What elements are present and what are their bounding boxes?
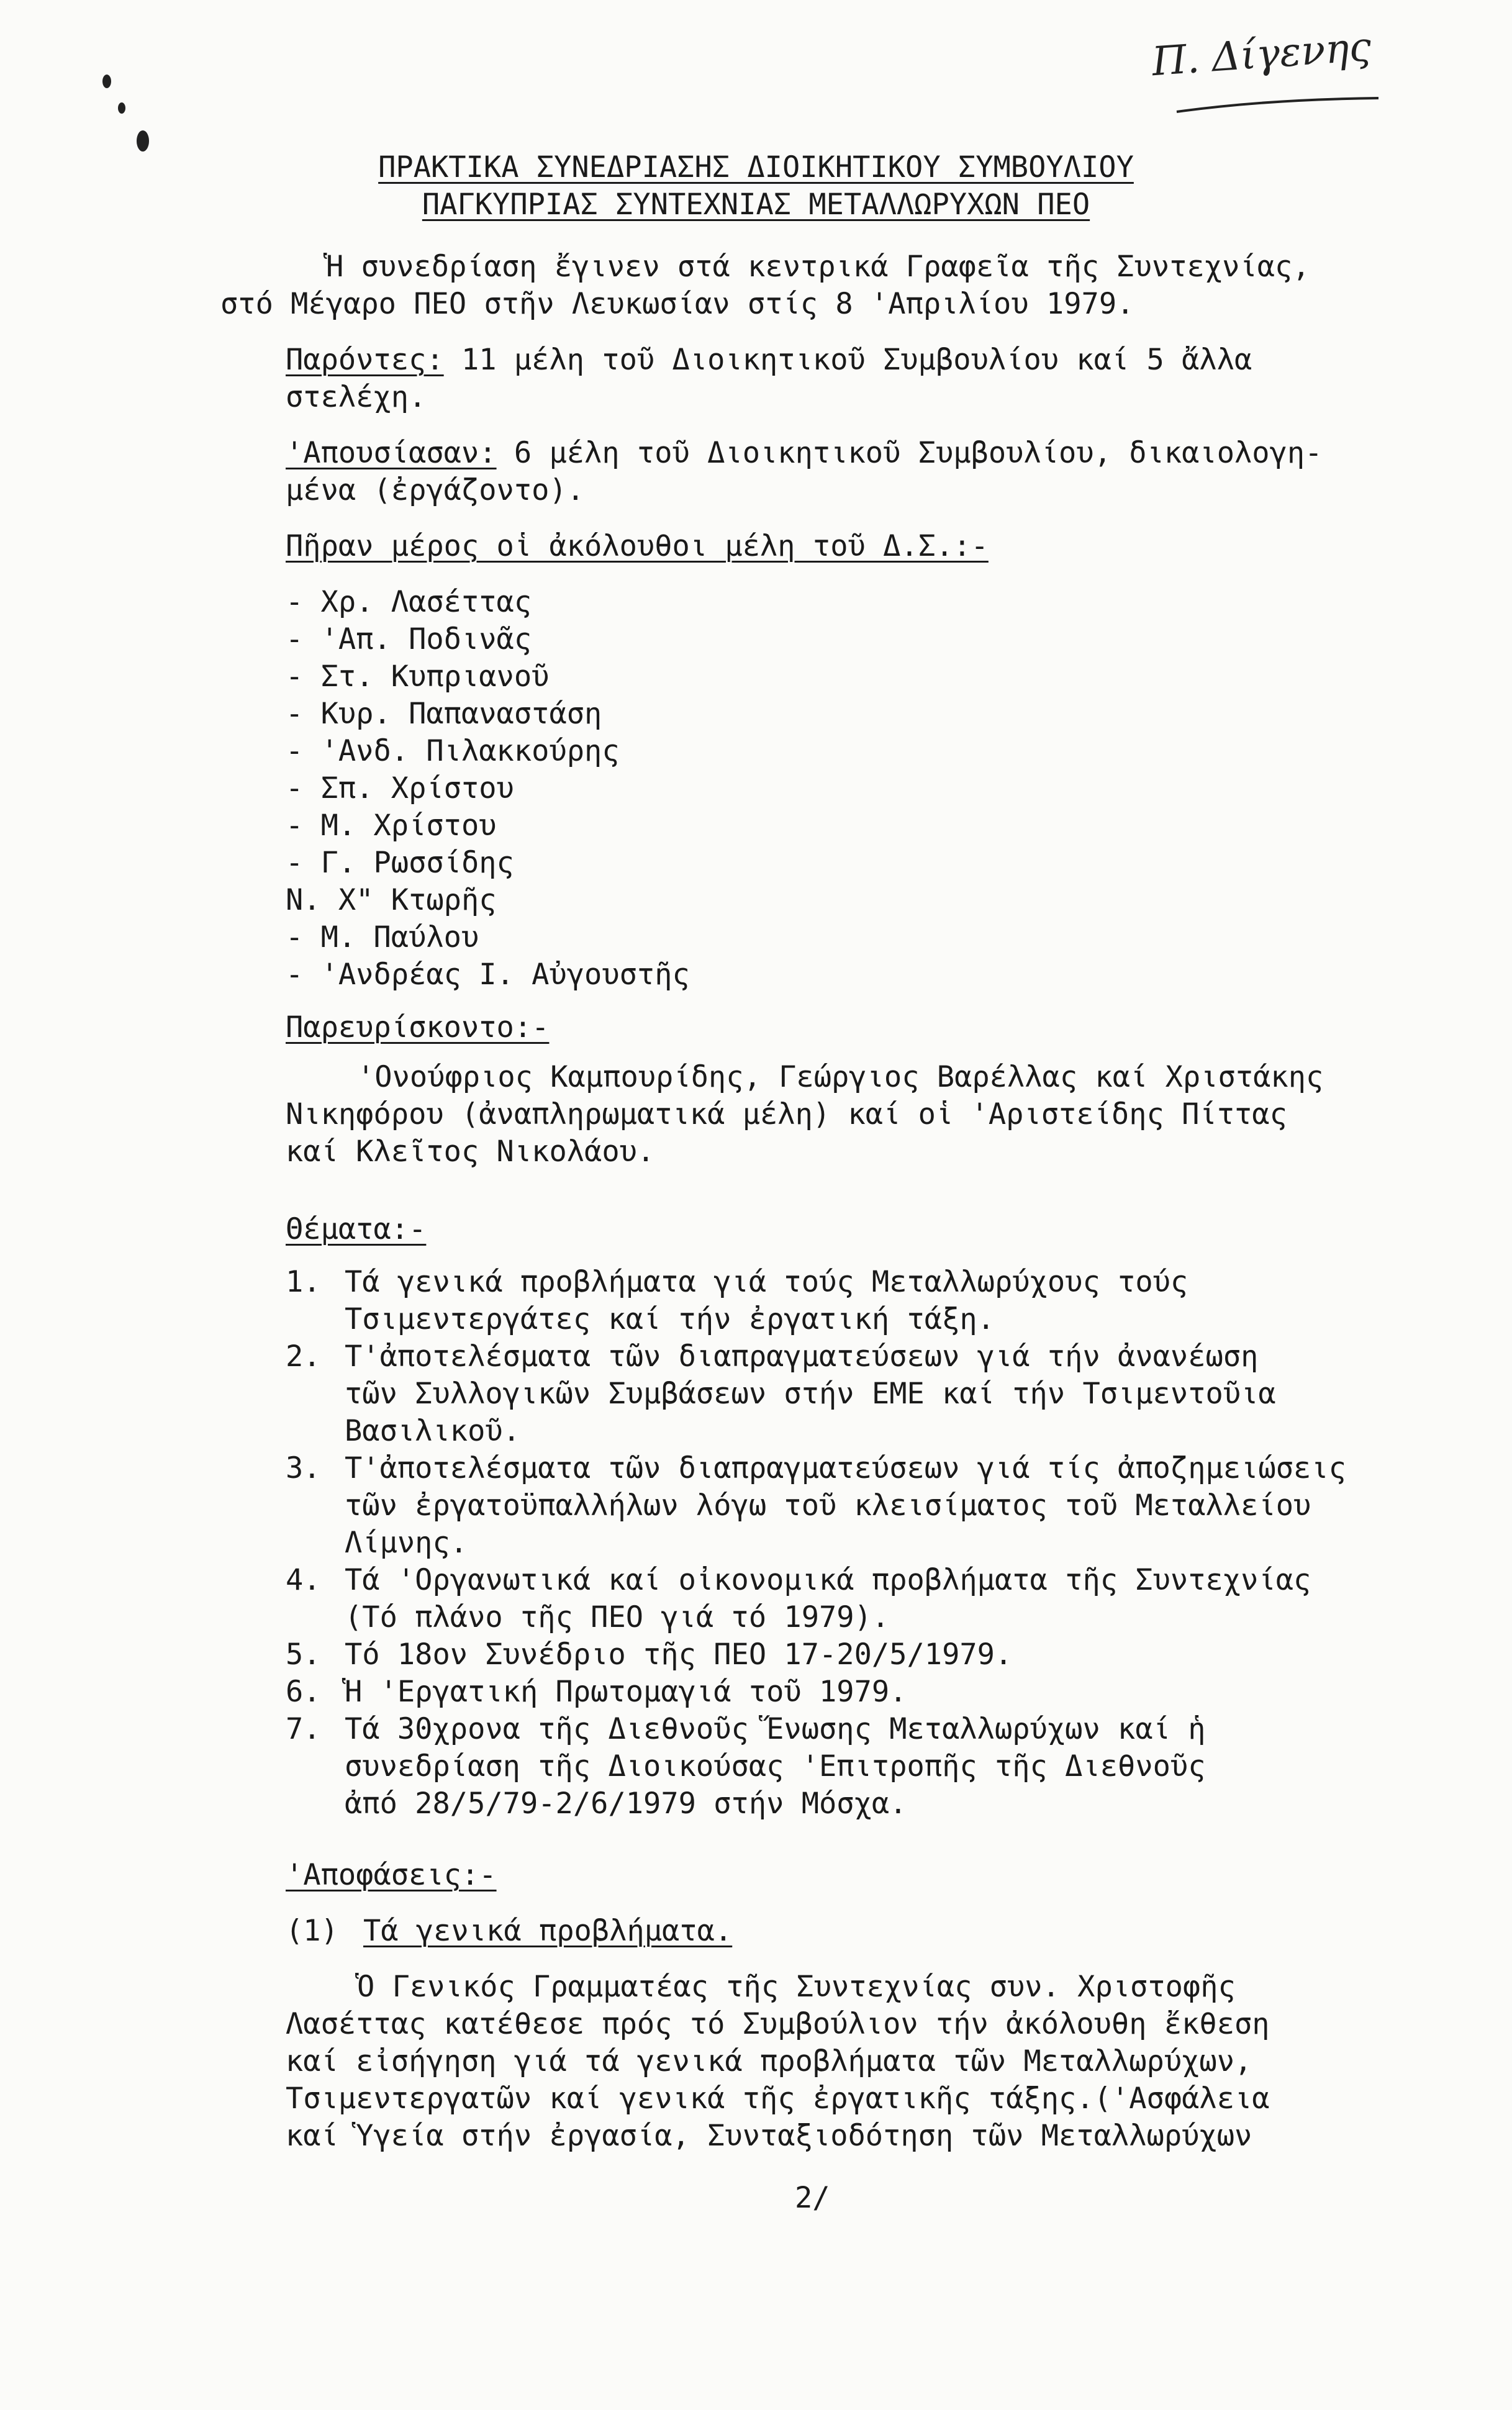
topic-number: 1. [286,1265,321,1299]
decision-1-line: Ὁ Γενικός Γραμματέας τῆς Συντεχνίας συν. Χριστοφῆς [357,1970,1236,2004]
present-label: Παρόντες: [286,343,444,377]
member-item: - 'Απ. Ποδινᾶς [286,622,532,656]
topics-label: Θέματα:- [286,1212,427,1246]
topic-line: Τά 'Οργανωτικά καί οἰκονομικά προβλήματα τῆς Συντεχνίας [345,1563,1311,1597]
also-present-label: Παρευρίσκοντο:- [286,1010,550,1044]
topic-line: τῶν ἐργατοϋπαλλήλων λόγω τοῦ κλεισίματος τοῦ Μεταλλείου [345,1488,1311,1523]
decision-1-line: Τσιμεντεργατῶν καί γενικά τῆς ἐργατικῆς τάξης.('Ασφάλεια [286,2082,1270,2116]
signature-underline [1174,93,1385,118]
present-line-2: στελέχη. [286,380,427,414]
decision-1-line: καί εἰσήγηση γιά τά γενικά προβλήματα τῶν Μεταλλωρύχων, [286,2044,1252,2078]
member-item: - Κυρ. Παπαναστάση [286,697,602,731]
topic-number: 6. [286,1675,321,1709]
intro-line-1: Ἡ συνεδρίαση ἔγινεν στά κεντρικά Γραφεῖα τῆς Συντεχνίας, [326,250,1310,284]
absent-line-1 [286,435,1323,472]
scan-mark [118,102,125,114]
present-line-1 [286,342,1252,379]
member-item: - Μ. Χρίστου [286,809,497,843]
participants-heading: Πῆραν μέρος οἱ ἀκόλουθοι μέλη τοῦ Δ.Σ.:- [286,529,989,563]
decision-1-title: Τά γενικά προβλήματα. [363,1914,733,1948]
topic-line: (Τό πλάνο τῆς ΠΕΟ γιά τό 1979). [345,1600,890,1634]
member-item: - Σπ. Χρίστου [286,771,514,805]
document-title-line-2: ΠΑΓΚΥΠΡΙΑΣ ΣΥΝΤΕΧΝΙΑΣ ΜΕΤΑΛΛΩΡΥΧΩΝ ΠΕΟ [422,188,1090,222]
topic-line: συνεδρίαση τῆς Διοικούσας 'Επιτροπῆς τῆς Διεθνοῦς [345,1749,1206,1783]
topic-number: 3. [286,1451,321,1485]
decision-1-line: Λασέττας κατέθεσε πρός τό Συμβούλιον τήν ἀκόλουθη ἔκθεση [286,2007,1270,2041]
topic-line: τῶν Συλλογικῶν Συμβάσεων στήν ΕΜΕ καί τήν Τσιμεντοῦια [345,1377,1276,1411]
topic-line: Τό 18ον Συνέδριο τῆς ΠΕΟ 17-20/5/1979. [345,1638,1013,1672]
also-present-line-2: Νικηφόρου (ἀναπληρωματικά μέλη) καί οἱ 'Αριστείδης Πίττας [286,1097,1287,1131]
topic-line: Τά 30χρονα τῆς Διεθνοῦς Ἕνωσης Μεταλλωρύχων καί ἡ [345,1712,1206,1746]
decision-1-number: (1) [286,1914,338,1948]
member-item: - Στ. Κυπριανοῦ [286,659,550,694]
topic-number: 5. [286,1638,321,1672]
topic-line: Τσιμεντεργάτες καί τήν ἐργατική τάξη. [345,1302,995,1336]
handwritten-signature: Π. Δίγενης [1150,24,1373,86]
topic-line: Ἡ 'Εργατική Πρωτομαγιά τοῦ 1979. [345,1675,907,1709]
absent-text: 6 μέλη τοῦ Διοικητικοῦ Συμβουλίου, δικαιολογη- [514,436,1323,470]
also-present-line-3: καί Κλεῖτος Νικολάου. [286,1135,655,1169]
decision-1-line: καί Ὑγεία στήν ἐργασία, Συνταξιοδότηση τῶν Μεταλλωρύχων [286,2119,1252,2153]
topic-line: Τ'ἀποτελέσματα τῶν διαπραγματεύσεων γιά τίς ἀποζημειώσεις [345,1451,1346,1485]
member-item: - Γ. Ρωσσίδης [286,846,514,880]
topic-line: Βασιλικοῦ. [345,1414,520,1448]
topic-number: 4. [286,1563,321,1597]
member-item: - 'Ανδρέας Ι. Αὐγουστῆς [286,958,690,992]
member-item: Ν. Χ" Κτωρῆς [286,883,497,917]
topic-line: Τά γενικά προβλήματα γιά τούς Μεταλλωρύχους τούς [345,1265,1188,1299]
also-present-line-1: 'Ονούφριος Καμπουρίδης, Γεώργιος Βαρέλλας καί Χριστάκης [357,1060,1324,1094]
member-item: - Μ. Παύλου [286,920,479,954]
topic-number: 7. [286,1712,321,1746]
present-text: 11 μέλη τοῦ Διοικητικοῦ Συμβουλίου καί 5 ἄλλα [461,343,1252,377]
member-item: - 'Ανδ. Πιλακκούρης [286,734,620,768]
intro-line-2: στό Μέγαρο ΠΕΟ στῆν Λευκωσίαν στίς 8 'Απριλίου 1979. [220,287,1134,321]
topic-line: ἀπό 28/5/79-2/6/1979 στήν Μόσχα. [345,1787,907,1821]
scan-mark [137,130,149,152]
member-item: - Χρ. Λασέττας [286,585,532,619]
absent-label: 'Απουσίασαν: [286,436,497,470]
decisions-label: 'Αποφάσεις:- [286,1858,497,1892]
topic-line: Λίμνης. [345,1526,468,1560]
topic-line: Τ'ἀποτελέσματα τῶν διαπραγματεύσεων γιά τήν ἀνανέωση [345,1339,1259,1374]
absent-line-2: μένα (ἐργάζοντο). [286,473,585,507]
document-title-line-1: ΠΡΑΚΤΙΚΑ ΣΥΝΕΔΡΙΑΣΗΣ ΔΙΟΙΚΗΤΙΚΟΥ ΣΥΜΒΟΥΛΙΟΥ [378,150,1134,184]
page-marker: 2/ [795,2181,830,2215]
topic-number: 2. [286,1339,321,1374]
scan-mark [102,75,111,88]
